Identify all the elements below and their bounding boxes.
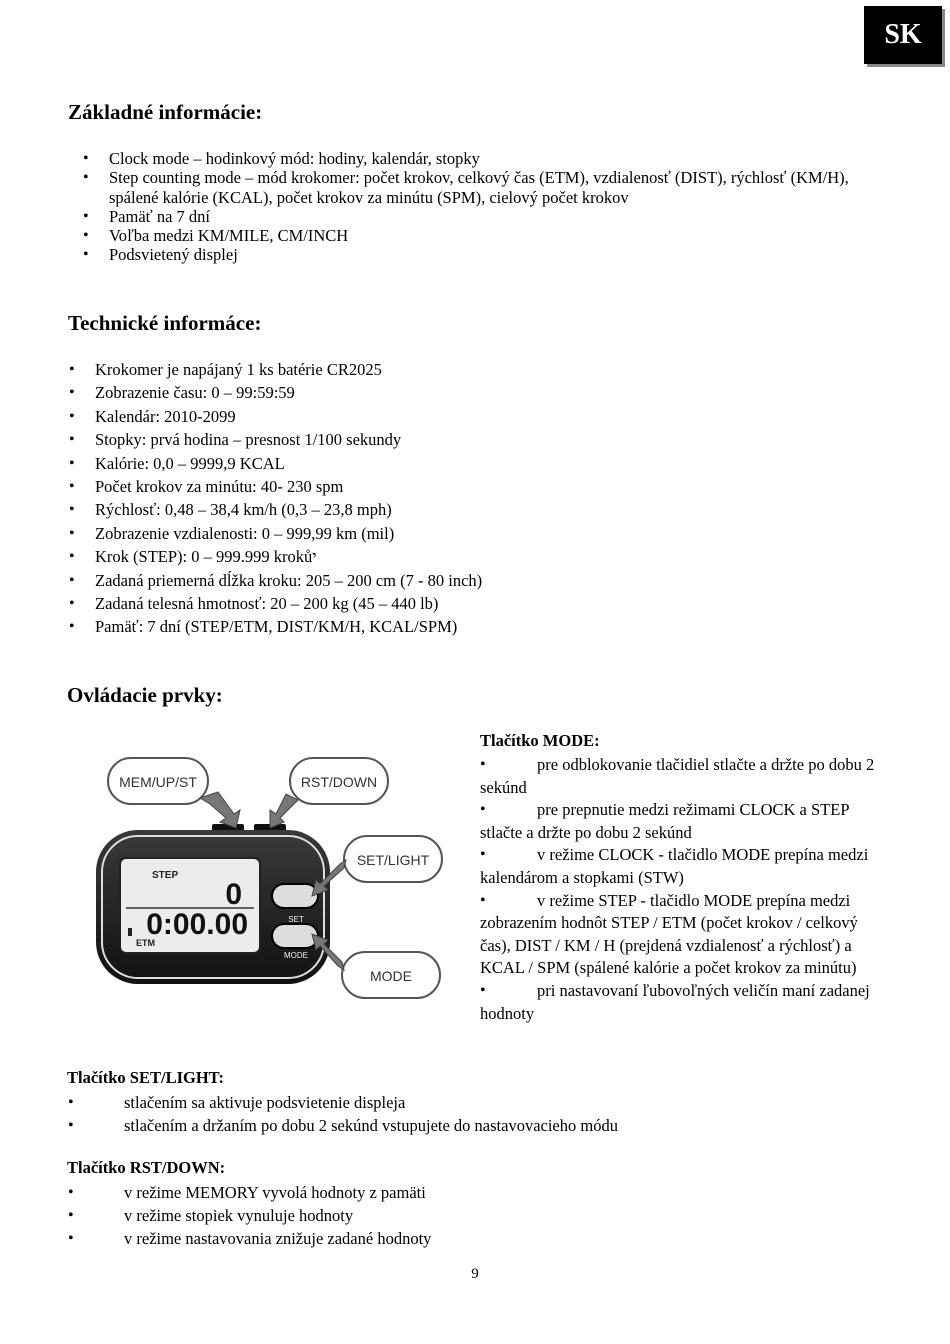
- set-small-label: SET: [288, 915, 304, 924]
- list-item: • Počet krokov za minútu: 40- 230 spm: [95, 475, 795, 498]
- rst-down-button-title: Tlačítko RST/DOWN:: [67, 1158, 226, 1177]
- lcd-step-value: 0: [225, 878, 242, 911]
- lcd-step-label: STEP: [152, 870, 179, 881]
- list-item: • v režime nastavovania znižuje zadané hodnoty: [124, 1227, 904, 1250]
- list-item: • v režime CLOCK - tlačidlo MODE prepína medzi kalendárom a stopkami (STW): [480, 844, 880, 889]
- mem-up-st-label: MEM/UP/ST: [119, 774, 197, 790]
- controls-heading: Ovládacie prvky:: [67, 683, 223, 707]
- list-item: • Krokomer je napájaný 1 ks batérie CR2025: [95, 358, 795, 381]
- list-item: • v režime MEMORY vyvolá hodnoty z pamäti: [124, 1181, 904, 1204]
- list-item: • v režime STEP - tlačidlo MODE prepína medzi zobrazením hodnôt STEP / ETM (počet krokov / celkový čas), DIST / KM / H (prejdená vzdialenosť a rýchlosť) a KCAL / SPM (spálené kalórie a počet krokov za minútu): [480, 890, 880, 980]
- pedometer-illustration: [92, 748, 462, 1048]
- technical-info-list: [95, 358, 795, 639]
- list-item: • Podsvietený displej: [109, 245, 879, 264]
- technical-info-heading: Technické informáce:: [68, 311, 262, 335]
- language-badge: SK: [864, 6, 942, 64]
- mode-button[interactable]: [272, 924, 318, 948]
- basic-info-list: [109, 149, 879, 265]
- list-item: • Stopky: prvá hodina – presnost 1/100 sekundy: [95, 428, 795, 451]
- list-item: • Pamäť: 7 dní (STEP/ETM, DIST/KM/H, KCAL/SPM): [95, 615, 795, 638]
- battery-icon: [128, 928, 132, 936]
- rst-down-label: RST/DOWN: [300, 774, 378, 790]
- list-item: • Kalendár: 2010-2099: [95, 405, 795, 428]
- list-item: • Zobrazenie času: 0 – 99:59:59: [95, 381, 795, 404]
- mode-small-label: MODE: [284, 951, 308, 960]
- mode-button-list: [480, 754, 880, 1025]
- list-item: • Step counting mode – mód krokomer: počet krokov, celkový čas (ETM), vzdialenosť (DIST), rýchlosť (KM/H), spálené kalórie (KCAL), počet krokov za minútu (SPM), cielový počet krokov: [109, 168, 879, 207]
- list-item: • pre odblokovanie tlačidiel stlačte a držte po dobu 2 sekúnd: [480, 754, 880, 799]
- list-item: • pri nastavovaní ľubovoľných veličín maní zadanej hodnoty: [480, 980, 880, 1025]
- list-item: • Zobrazenie vzdialenosti: 0 – 999,99 km (mil): [95, 522, 795, 545]
- list-item: • Voľba medzi KM/MILE, CM/INCH: [109, 226, 879, 245]
- list-item: • Zadaná priemerná dĺžka kroku: 205 – 200 cm (7 - 80 inch): [95, 569, 795, 592]
- set-light-label: SET/LIGHT: [356, 852, 430, 868]
- list-item: • v režime stopiek vynuluje hodnoty: [124, 1204, 904, 1227]
- list-item: • Kalórie: 0,0 – 9999,9 KCAL: [95, 452, 795, 475]
- list-item: • Rýchlosť: 0,48 – 38,4 km/h (0,3 – 23,8 mph): [95, 498, 795, 521]
- set-button[interactable]: [272, 884, 318, 908]
- list-item: • stlačením sa aktivuje podsvietenie displeja: [124, 1091, 904, 1114]
- basic-info-heading: Základné informácie:: [68, 100, 263, 124]
- page-number: 9: [471, 1266, 479, 1282]
- list-item: • pre prepnutie medzi režimami CLOCK a STEP stlačte a držte po dobu 2 sekúnd: [480, 799, 880, 844]
- list-item: • Clock mode – hodinkový mód: hodiny, kalendár, stopky: [109, 149, 879, 168]
- lcd-time-value: 0:00.00: [146, 908, 248, 941]
- list-item: • Krok (STEP): 0 – 999.999 krokůי: [95, 545, 795, 568]
- mode-label: MODE: [370, 968, 412, 984]
- lcd-etm-label: ETM: [136, 938, 155, 948]
- set-light-button-title: Tlačítko SET/LIGHT:: [67, 1068, 224, 1087]
- list-item: • Zadaná telesná hmotnosť: 20 – 200 kg (45 – 440 lb): [95, 592, 795, 615]
- mode-button-title: Tlačítko MODE:: [480, 731, 600, 750]
- list-item: • Pamäť na 7 dní: [109, 207, 879, 226]
- set-light-list: [124, 1091, 904, 1137]
- list-item: • stlačením a držaním po dobu 2 sekúnd vstupujete do nastavovacieho módu: [124, 1114, 904, 1137]
- rst-down-list: [124, 1181, 904, 1251]
